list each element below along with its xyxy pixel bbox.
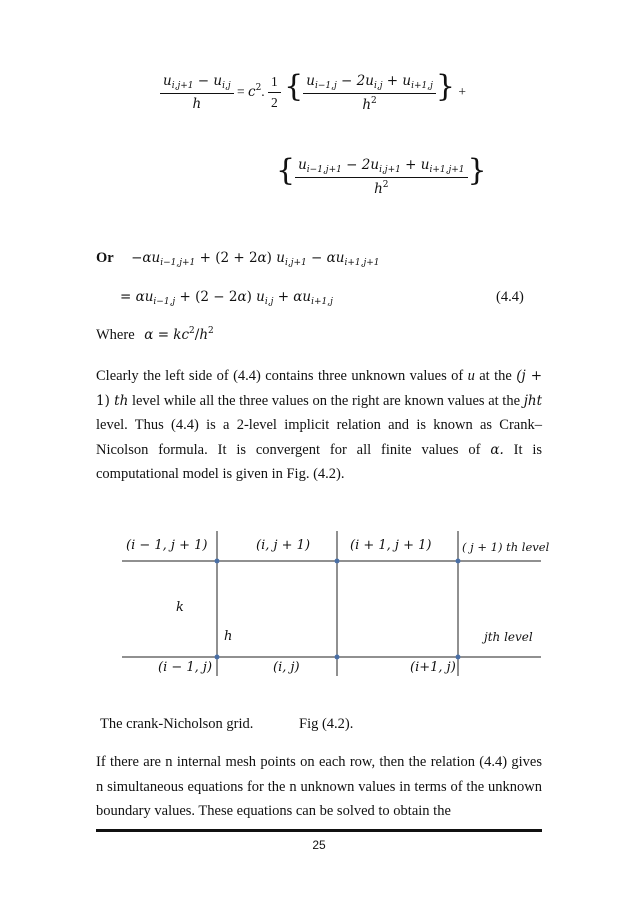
node-label-top-left: (i − 1, j + 1) — [126, 538, 208, 553]
equation-4-4-line2: = $\alpha u_{i-1,j} + (2 - 2\alpha) u_{i,j} + \alpha u_{i+1,j}$ — [120, 289, 333, 307]
equation-number: (4.4) — [496, 289, 524, 305]
equation-4-4-line1: $Or -\alpha u_{i-1,j+1} + (2 + 2\alpha) u_{i,j+1} - \alpha u_{i+1,j+1}$ — [96, 250, 380, 268]
k-label: k — [176, 600, 184, 615]
h-label: h — [224, 629, 233, 644]
grid-node — [456, 559, 461, 564]
paragraph-description: Clearly the left side of (4.4) contains three unknown values of u at the (j + 1) th level while all the three values on the right are known values at the jht level. Thus (4.4) is a 2-level implicit relation and is known as Crank–Nicolson formula. It is convergent for all finite values of α. It is computational model is given in Fig. (4.2). — [96, 368, 543, 482]
paragraph-simultaneous-equations: If there are n internal mesh points on each row, then the relation (4.4) gives n simultaneous equations for the n unknown values in terms of the unknown boundary values. These equations can be solved to obtain the — [96, 754, 542, 819]
figure-caption-right: Fig (4.2). — [299, 716, 354, 732]
equation-top: $\frac{u_{i,j+1} - u_{i,j}}{h}$ = $c^2$. $\frac{1}{2}$ { $\frac{u_{i-1,j} - 2u_{i,j} + u_{i+1,j}}{h^2}$ } + — [160, 72, 466, 113]
grid-node — [215, 559, 220, 564]
equation-top-continued: { $\frac{u_{i-1,j+1} - 2u_{i,j+1} + u_{i+1,j+1}}{h^2}$ } — [276, 153, 487, 197]
top-level-label: ( j + 1) th level — [462, 540, 550, 554]
figure-caption-left: The crank-Nicholson grid. — [100, 716, 254, 732]
node-label-top-middle: (i, j + 1) — [256, 538, 311, 553]
node-label-bottom-middle: (i, j) — [273, 660, 300, 675]
where-label: Where — [96, 327, 135, 343]
page-number: 25 — [312, 838, 326, 852]
lhs-fraction: $\frac{u_{i,j+1} - u_{i,j}}{h}$ — [160, 73, 234, 112]
grid-node — [335, 655, 340, 660]
node-label-bottom-left: (i − 1, j) — [158, 660, 213, 675]
j-level-label: jth level — [484, 630, 533, 644]
lhs-denominator: h — [192, 96, 202, 113]
rhs1-fraction: $\frac{u_{i-1,j} - 2u_{i,j} + u_{i+1,j}}{h^2}$ — [303, 73, 436, 113]
or-label: Or — [96, 250, 114, 266]
node-label-bottom-right: (i+1, j) — [410, 660, 456, 675]
node-label-top-right: (i + 1, j + 1) — [350, 538, 432, 553]
plus-sign: + — [458, 84, 466, 99]
equals-sign: = — [237, 84, 245, 99]
where-line: Where $\alpha = kc^2/h^2$ — [96, 326, 214, 343]
half-fraction: $\frac{1}{2}$ — [268, 74, 281, 111]
rhs2-fraction: $\frac{u_{i-1,j+1} - 2u_{i,j+1} + u_{i+1,j+1}}{h^2}$ — [295, 157, 467, 197]
grid-node — [456, 655, 461, 660]
grid-node — [335, 559, 340, 564]
footer-rule — [96, 829, 542, 832]
grid-node — [215, 655, 220, 660]
